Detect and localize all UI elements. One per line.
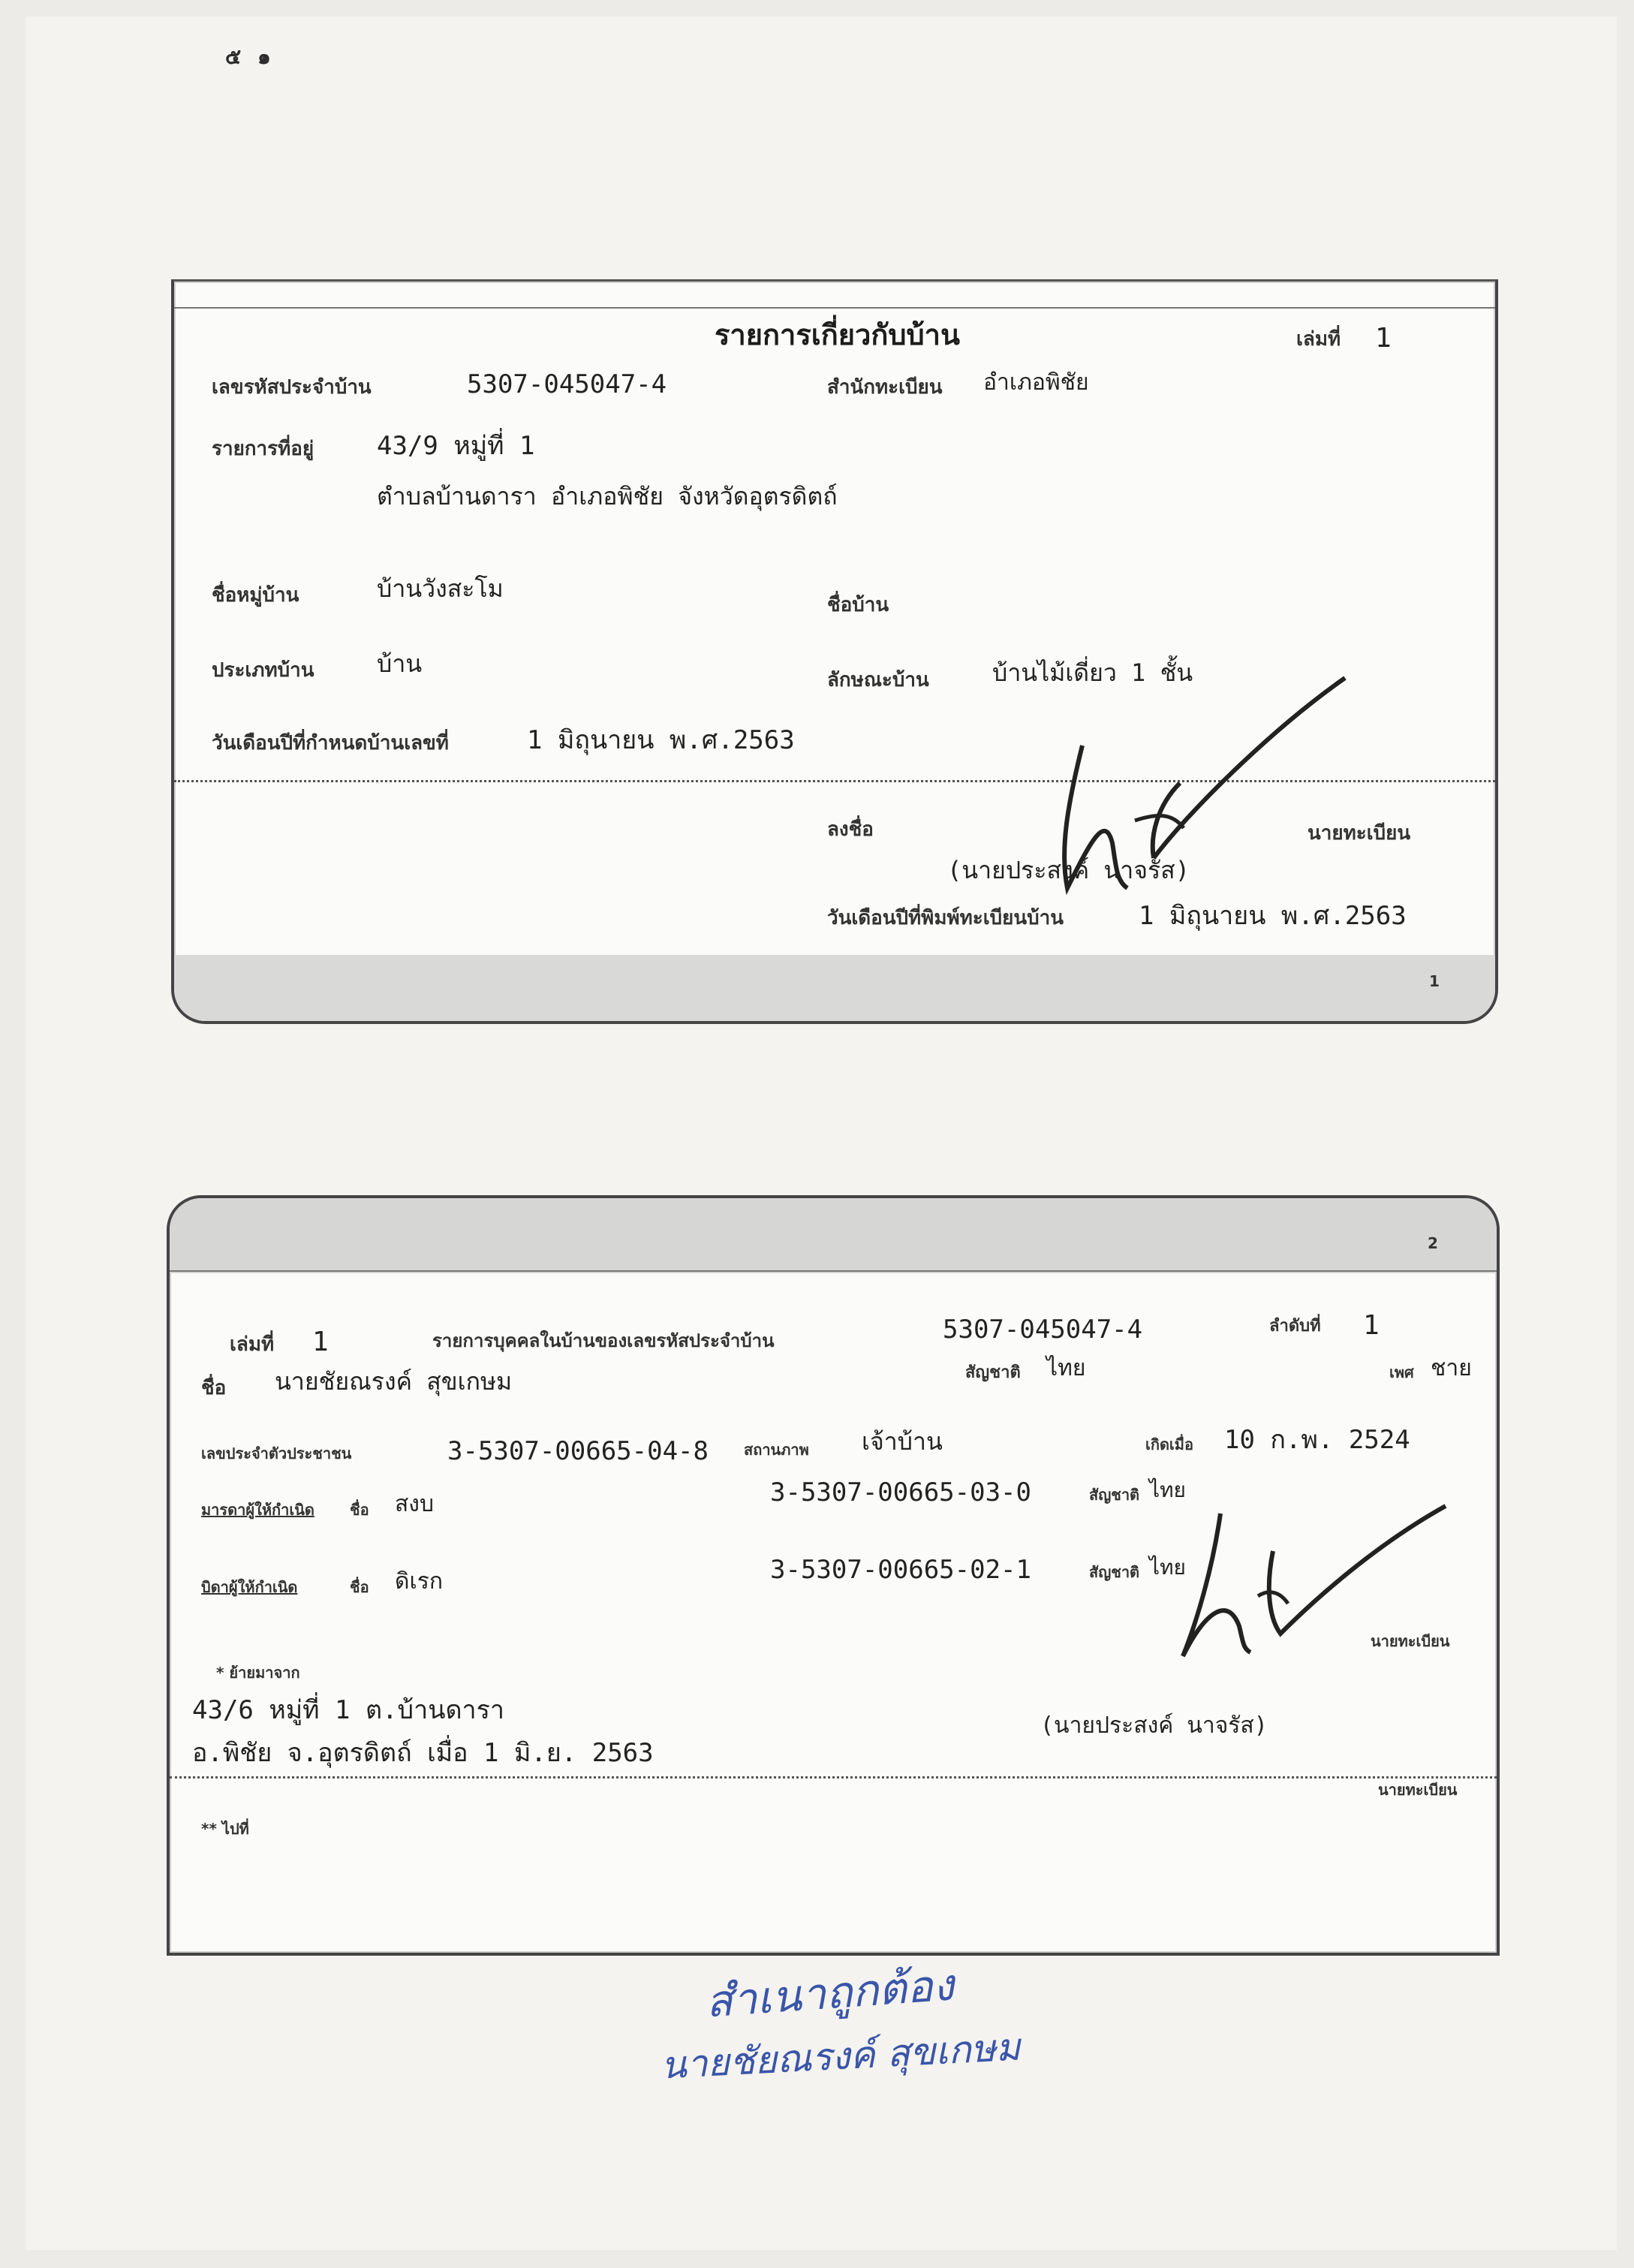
sex-value: ชาย [1431, 1355, 1472, 1381]
book-label: เล่มที่ [1296, 328, 1341, 351]
house-type-value: บ้าน [377, 649, 423, 678]
name-label: ชื่อ [201, 1377, 227, 1399]
house-style-label: ลักษณะบ้าน [827, 669, 929, 691]
village-label: ชื่อหมู่บ้าน [212, 584, 299, 607]
father-nationality: ไทย [1149, 1555, 1186, 1580]
house-style-value: บ้านไม้เดี่ยว 1 ชั้น [992, 658, 1193, 687]
moved-from-label: * ย้ายมาจาก [216, 1664, 300, 1682]
card-page-number: 1 [1429, 972, 1440, 990]
handwritten-signature-name: นายชัยณรงค์ สุขเกษม [659, 2025, 1022, 2088]
status-value: เจ้าบ้าน [862, 1427, 943, 1456]
status-label: สถานภาพ [744, 1441, 809, 1459]
card-footer-band [174, 955, 1495, 1021]
moved-from-line-1: 43/6 หมู่ที่ 1 ต.บ้านดารา [192, 1695, 504, 1725]
father-nationality-label: สัญชาติ [1089, 1563, 1140, 1581]
address-line-2: ตำบลบ้านดารา อำเภอพิชัย จังหวัดอุตรดิตถ์ [377, 482, 838, 511]
registrar-name: (นายประสงค์ นาจรัส) [947, 856, 1190, 884]
house-type-label: ประเภทบ้าน [212, 659, 314, 682]
book-number: 1 [1375, 323, 1392, 354]
moved-out-label: ** ไปที่ [201, 1820, 249, 1838]
birth-date: 10 ก.พ. 2524 [1224, 1425, 1410, 1455]
mother-name: สงบ [395, 1491, 435, 1517]
card-title: รายการเกี่ยวกับบ้าน [715, 318, 960, 351]
house-name-label: ชื่อบ้าน [827, 594, 889, 616]
book-number: 1 [312, 1327, 329, 1357]
order-label: ลำดับที่ [1269, 1317, 1321, 1336]
house-id-value: 5307-045047-4 [943, 1315, 1143, 1345]
header-rule [174, 307, 1495, 309]
registrar-signature [1138, 1483, 1453, 1664]
card-header-band [170, 1198, 1497, 1273]
header-rule [170, 1270, 1497, 1272]
section-divider [170, 1776, 1497, 1779]
id-number: 3-5307-00665-04-8 [447, 1436, 709, 1466]
registrar-name: (นายประสงค์ นาจรัส) [1040, 1712, 1268, 1739]
address-label: รายการที่อยู่ [212, 438, 314, 460]
assigned-date-label: วันเดือนปีที่กำหนดบ้านเลขที่ [212, 732, 449, 754]
printed-date-label: วันเดือนปีที่พิมพ์ทะเบียนบ้าน [827, 907, 1064, 929]
nationality-label: สัญชาติ [965, 1363, 1021, 1382]
order-number: 1 [1363, 1310, 1380, 1341]
card-page-number: 2 [1428, 1234, 1438, 1252]
nationality-value: ไทย [1046, 1355, 1086, 1381]
father-name: ดิเรก [395, 1568, 444, 1595]
father-id: 3-5307-00665-02-1 [770, 1555, 1031, 1585]
handwritten-certification: สำเนาถูกต้อง [704, 1959, 956, 2028]
person-name: นายชัยณรงค์ สุขเกษม [275, 1367, 513, 1396]
id-label: เลขประจำตัวประชาชน [201, 1444, 352, 1462]
person-details-card [167, 1195, 1500, 1956]
mother-nationality: ไทย [1149, 1477, 1186, 1502]
registrar-signature [1022, 663, 1360, 903]
corner-mark: ๕ ๑ [225, 44, 275, 69]
sign-label: ลงชื่อ [827, 818, 874, 841]
sex-label: เพศ [1389, 1363, 1414, 1381]
house-id-label: เลขรหัสประจำบ้าน [212, 376, 372, 399]
village-value: บ้านวังสะโม [377, 574, 504, 603]
registrar-title-lower: นายทะเบียน [1378, 1781, 1458, 1799]
mother-label: มารดาผู้ให้กำเนิด [201, 1501, 314, 1519]
address-line-1: 43/9 หมู่ที่ 1 [377, 431, 535, 461]
house-details-card [171, 279, 1498, 1024]
mother-nationality-label: สัญชาติ [1089, 1486, 1140, 1504]
registrar-office-label: สำนักทะเบียน [827, 376, 943, 399]
registrar-office-value: อำเภอพิชัย [983, 369, 1089, 396]
assigned-date-value: 1 มิถุนายน พ.ศ.2563 [527, 725, 795, 755]
birth-label: เกิดเมื่อ [1145, 1435, 1193, 1453]
registrar-title-upper: นายทะเบียน [1371, 1632, 1450, 1650]
house-id-value: 5307-045047-4 [467, 369, 667, 399]
mother-id: 3-5307-00665-03-0 [770, 1477, 1031, 1507]
printed-date-value: 1 มิถุนายน พ.ศ.2563 [1139, 901, 1407, 931]
moved-from-line-2: อ.พิชัย จ.อุตรดิตถ์ เมื่อ 1 มิ.ย. 2563 [192, 1738, 654, 1768]
father-label: บิดาผู้ให้กำเนิด [201, 1578, 298, 1596]
card-heading: รายการบุคคลในบ้านของเลขรหัสประจำบ้าน [432, 1330, 775, 1351]
mother-name-label: ชื่อ [350, 1501, 369, 1519]
father-name-label: ชื่อ [350, 1578, 369, 1596]
book-label: เล่มที่ [230, 1333, 275, 1356]
registrar-title: นายทะเบียน [1308, 822, 1411, 845]
